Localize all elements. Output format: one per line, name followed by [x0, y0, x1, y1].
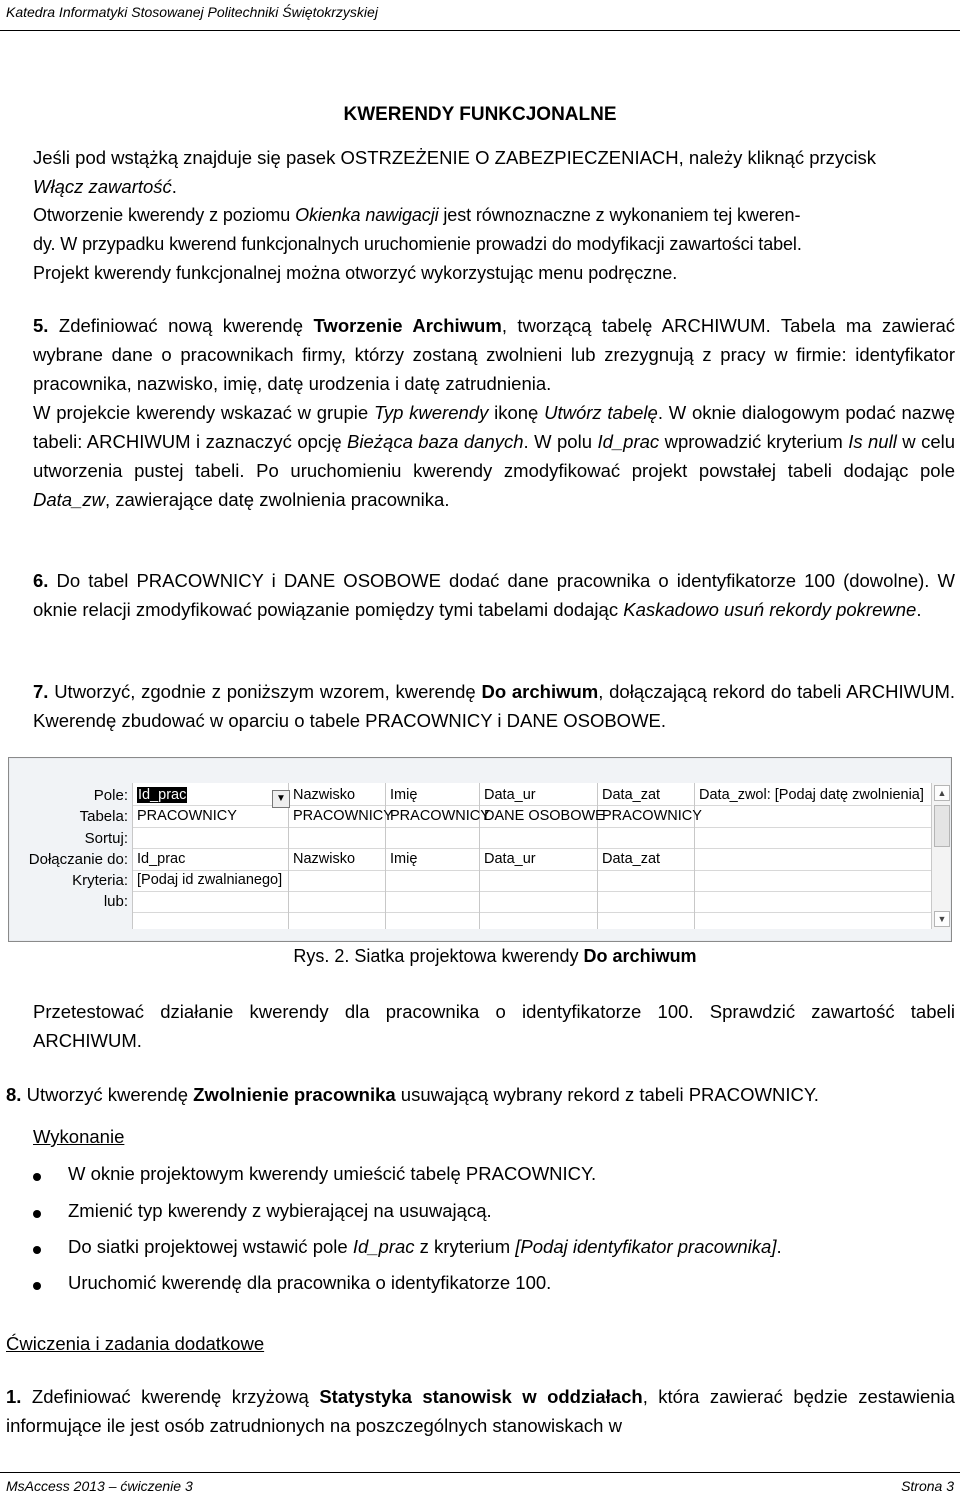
header-divider [0, 30, 960, 31]
intro-text: . [171, 176, 177, 197]
text: Uruchomić kwerendę dla pracownika o identyfikatorze 100. [68, 1272, 552, 1293]
text: W projekcie kwerendy wskazać w grupie [33, 402, 374, 423]
field-cell[interactable]: Nazwisko [293, 787, 356, 803]
item-number: 8. [6, 1084, 22, 1105]
list-item [68, 1200, 492, 1222]
text: . [916, 599, 922, 620]
table-cell[interactable]: DANE OSOBOWE [484, 808, 605, 824]
table-cell[interactable]: PRACOWNICY [390, 808, 490, 824]
intro-italic: Włącz zawartość [33, 176, 172, 197]
text: wprowadzić kryterium [659, 431, 849, 452]
text: . [776, 1236, 782, 1257]
intro-line [33, 230, 955, 259]
text: , tworzącą tabelę ARCHIWUM. Tabela ma zawierać wybrane dane o pracownikach firmy, którzy zostaną zwolnieni lub zrezygnują z pracy w firmie: identyfikator pracownika, nazwisko, imię, datę urodzenia i datę zatrudnienia. [33, 315, 956, 394]
text: Utworzyć, zgodnie z poniższym wzorem, kwerendę [48, 681, 482, 702]
italic-text: [Podaj identyfikator pracownika] [515, 1236, 777, 1257]
field-cell[interactable]: Data_zwol: [Podaj datę zwolnienia] [699, 787, 924, 803]
text: , zawierające datę zwolnienia pracownika. [104, 489, 450, 510]
italic-text: Data_zw [33, 489, 105, 510]
table-cell[interactable]: PRACOWNICY [602, 808, 702, 824]
intro-line [33, 259, 955, 288]
italic-text: Utwórz tabelę [544, 402, 658, 423]
row-label-dolaczanie: Dołączanie do: [28, 851, 128, 868]
test-paragraph: Przetestować działanie kwerendy dla pracownika o identyfikatorze 100. Sprawdzić zawartość tabeli ARCHIWUM. [33, 1001, 955, 1051]
grid-column[interactable] [133, 783, 289, 929]
italic-text: Id_prac [597, 431, 660, 452]
item-number: 1. [6, 1386, 22, 1407]
item-number: 5. [33, 315, 49, 336]
text: Utworzyć kwerendę [21, 1084, 194, 1105]
wykonanie-heading: Wykonanie [33, 1126, 125, 1147]
caption-bold: Do archiwum [583, 946, 697, 966]
grid-column[interactable] [386, 783, 490, 929]
text: , dołączającą rekord do tabeli ARCHIWUM. Kwerendę zbudować w oparciu o tabele PRACOWNICY i DANE OSOBOWE. [33, 681, 956, 731]
list-item [68, 1272, 551, 1294]
text: Zdefiniować nową kwerendę [48, 315, 314, 336]
row-label-kryteria: Kryteria: [72, 872, 128, 889]
italic-text: Typ kwerendy [373, 402, 489, 423]
text: , która zawierać będzie zestawienia informujące ile jest osób zatrudnionych na poszczególnych stanowiskach w [6, 1386, 955, 1436]
intro-text: Projekt kwerendy funkcjonalnej można otworzyć wykorzystując menu podręczne. [33, 263, 678, 283]
vertical-scrollbar[interactable] [931, 783, 950, 929]
intro-text: jest równoznaczne z wykonaniem tej kweren- [438, 205, 801, 225]
item-7 [33, 677, 955, 735]
text: W oknie projektowym kwerendy umieścić tabelę PRACOWNICY. [68, 1163, 597, 1184]
item-6 [33, 566, 955, 624]
footer-divider [0, 1472, 960, 1473]
italic-text: Is null [848, 431, 897, 452]
row-label-lub: lub: [103, 893, 128, 910]
text: Zdefiniować kwerendę krzyżową [21, 1386, 320, 1407]
text: Do siatki projektowej wstawić pole [68, 1236, 353, 1257]
row-label-pole: Pole: [93, 787, 128, 804]
item-8 [6, 1080, 956, 1109]
italic-text: Id_prac [352, 1236, 415, 1257]
row-label-sortuj: Sortuj: [84, 830, 128, 847]
text: z kryterium [414, 1236, 516, 1257]
field-value[interactable]: Id_prac [138, 787, 187, 803]
append-cell[interactable]: Data_zat [602, 851, 661, 867]
intro-paragraph [33, 143, 955, 288]
text: . W polu [523, 431, 598, 452]
footer-left: MsAccess 2013 – ćwiczenie 3 [6, 1478, 193, 1494]
intro-text: dy. W przypadku kwerend funkcjonalnych uruchomienie prowadzi do modyfikacji zawartości tabel. [33, 234, 802, 254]
scroll-down-icon[interactable]: ▼ [934, 911, 950, 927]
page-number: Strona 3 [901, 1478, 954, 1494]
text: . W oknie dialogowym podać nazwę tabeli: ARCHIWUM i zaznaczyć opcję [33, 402, 955, 452]
scroll-thumb[interactable] [934, 805, 950, 847]
list-item [68, 1236, 782, 1258]
intro-text: Jeśli pod wstążką znajduje się pasek OSTRZEŻENIE O ZABEZPIECZENIACH, należy kliknąć przycisk [33, 147, 877, 168]
bold-text: Zwolnienie pracownika [193, 1084, 396, 1105]
field-cell[interactable]: Imię [390, 787, 418, 803]
chevron-down-icon[interactable]: ▼ [272, 790, 290, 808]
item-number: 6. [33, 570, 49, 591]
field-cell[interactable]: Data_ur [484, 787, 536, 803]
bullet-icon [33, 1173, 41, 1181]
row-label-tabela: Tabela: [79, 808, 128, 825]
bold-text: Do archiwum [481, 681, 599, 702]
text: Zmienić typ kwerendy z wybierającej na usuwającą. [68, 1200, 492, 1221]
scroll-up-icon[interactable]: ▲ [934, 785, 950, 801]
figure-caption [0, 946, 960, 967]
italic-text: Kaskadowo usuń rekordy pokrewne [623, 599, 917, 620]
page-header: Katedra Informatyki Stosowanej Politechniki Świętokrzyskiej [6, 4, 378, 20]
caption-text: Rys. 2. Siatka projektowa kwerendy [293, 946, 584, 966]
intro-italic: Okienka nawigacji [295, 205, 439, 225]
text: ikonę [488, 402, 545, 423]
bullet-icon [33, 1246, 41, 1254]
bold-text: Tworzenie Archiwum [313, 315, 502, 336]
section-title: KWERENDY FUNKCJONALNE [343, 104, 617, 125]
italic-text: Bieżąca baza danych [347, 431, 524, 452]
grid-cells [132, 783, 931, 929]
extra-item-1 [6, 1382, 955, 1440]
criteria-cell[interactable]: [Podaj id zwalnianego] [137, 872, 283, 888]
bullet-icon [33, 1282, 41, 1290]
field-cell[interactable] [137, 787, 187, 803]
bullet-icon [33, 1210, 41, 1218]
text: usuwającą wybrany rekord z tabeli PRACOWNICY. [395, 1084, 819, 1105]
item-number: 7. [33, 681, 49, 702]
grid-column[interactable] [480, 783, 605, 929]
grid-column[interactable] [598, 783, 702, 929]
append-cell[interactable]: Id_prac [137, 851, 186, 867]
grid-column[interactable] [695, 783, 931, 929]
item-5 [33, 311, 955, 514]
query-design-grid [8, 757, 952, 942]
intro-line [33, 201, 955, 230]
list-item [68, 1163, 596, 1185]
append-cell[interactable]: Imię [390, 851, 418, 867]
field-cell[interactable]: Data_zat [602, 787, 661, 803]
bold-text: Statystyka stanowisk w oddziałach [319, 1386, 643, 1407]
append-cell[interactable]: Nazwisko [293, 851, 356, 867]
intro-text: Otworzenie kwerendy z poziomu [33, 205, 296, 225]
table-cell[interactable]: PRACOWNICY [293, 808, 393, 824]
intro-line [33, 172, 955, 201]
table-cell[interactable]: PRACOWNICY [137, 808, 237, 824]
extra-heading: Ćwiczenia i zadania dodatkowe [6, 1333, 265, 1354]
grid-column[interactable] [289, 783, 393, 929]
text: w celu utworzenia pustej tabeli. Po uruchomieniu kwerendy zmodyfikować projekt powstałej tabeli dodając pole [33, 431, 956, 481]
append-cell[interactable]: Data_ur [484, 851, 536, 867]
intro-line [33, 143, 955, 172]
grid-panel [10, 759, 950, 940]
text: Do tabel PRACOWNICY i DANE OSOBOWE dodać dane pracownika o identyfikatorze 100 (dowolne). W oknie relacji zmodyfikować powiązanie pomiędzy tymi tabelami dodając [33, 570, 955, 620]
